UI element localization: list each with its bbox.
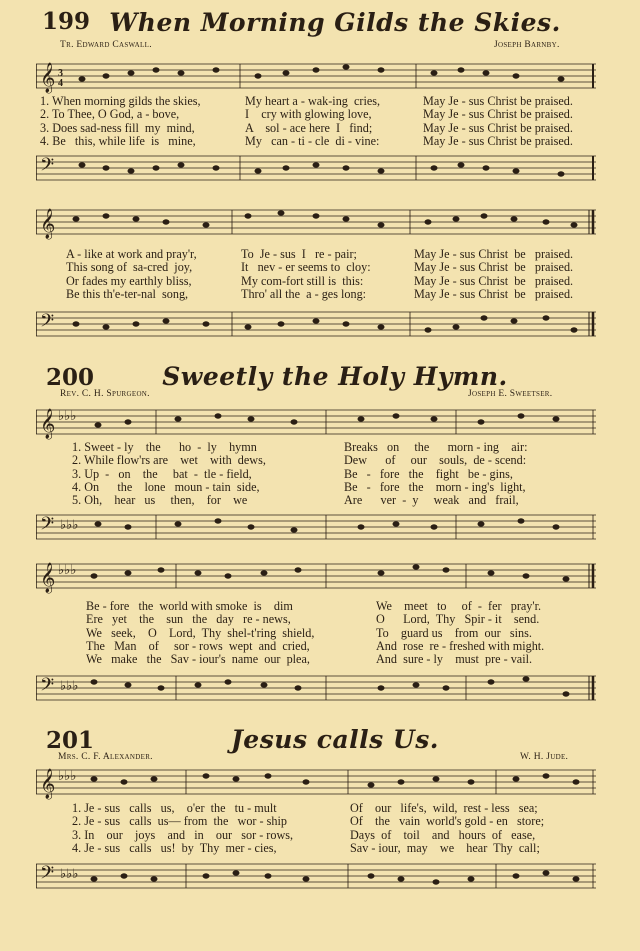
lyric-text: 1. Sweet - ly the ho - ly hymn bbox=[72, 440, 257, 454]
bass-staff bbox=[36, 150, 600, 186]
lyric-line bbox=[66, 275, 600, 288]
lyric-text: We make the Sav - iour's name our plea, bbox=[86, 652, 310, 667]
lyric-line bbox=[40, 122, 600, 135]
lyric-line bbox=[72, 494, 600, 507]
hymn-title: Jesus calls Us. bbox=[230, 725, 440, 754]
lyric-line bbox=[86, 653, 600, 666]
lyric-line bbox=[66, 288, 600, 301]
svg-text:𝄢: 𝄢 bbox=[40, 310, 55, 335]
lyric-text: The Man of sor - rows wept and cried, bbox=[86, 638, 310, 653]
svg-text:♭♭♭: ♭♭♭ bbox=[58, 768, 77, 783]
bass-staff bbox=[36, 858, 600, 894]
svg-text:♭♭♭: ♭♭♭ bbox=[60, 866, 79, 881]
lyric-text: 2. While flow'rs are wet with dews, bbox=[72, 453, 266, 468]
hymn-composer: W. H. Jude. bbox=[520, 752, 569, 762]
lyric-line bbox=[86, 600, 600, 613]
lyric-text: 4. Je - sus calls us! by Thy mer - cies, bbox=[72, 840, 277, 855]
lyric-line bbox=[72, 441, 600, 454]
lyric-text: Sav - iour, may we hear Thy call; bbox=[350, 840, 540, 855]
treble-staff bbox=[36, 204, 600, 240]
lyric-text: A sol - ace here I find; bbox=[245, 120, 373, 135]
svg-text:𝄢: 𝄢 bbox=[40, 154, 55, 179]
bass-staff bbox=[36, 306, 600, 342]
lyric-text: 3. In our joys and in our sor - rows, bbox=[72, 827, 294, 842]
stanza-block bbox=[86, 600, 600, 666]
lyric-text: Be - fore the morn - ing's light, bbox=[344, 479, 526, 494]
lyric-text: We meet to of - fer pray'r. bbox=[376, 599, 542, 613]
lyric-text: 3. Does sad-ness fill my mind, bbox=[40, 120, 195, 135]
svg-text:𝄢: 𝄢 bbox=[40, 862, 55, 887]
svg-text:♭♭♭: ♭♭♭ bbox=[60, 517, 79, 532]
lyric-text: 4. On the lone moun - tain side, bbox=[72, 479, 260, 494]
lyric-text: We seek, O Lord, Thy shel-t'ring shield, bbox=[86, 625, 315, 640]
lyric-text: Ere yet the sun the day re - news, bbox=[86, 612, 291, 627]
hymn-author: Mrs. C. F. Alexander. bbox=[58, 752, 153, 762]
svg-text:𝄞: 𝄞 bbox=[40, 209, 56, 238]
lyric-text: My heart a - wak-ing cries, bbox=[245, 94, 381, 108]
stanza-block bbox=[72, 802, 600, 855]
lyric-text: My can - ti - cle di - vine: bbox=[245, 133, 380, 148]
lyric-text: And sure - ly must pre - vail. bbox=[376, 652, 533, 667]
lyric-text: 3. Up - on the bat - tle - field, bbox=[72, 466, 252, 481]
lyric-line bbox=[72, 481, 600, 494]
lyric-line bbox=[72, 454, 600, 467]
lyric-text: Dew of our souls, de - scend: bbox=[344, 453, 527, 468]
lyric-text: Of our life's, wild, rest - less sea; bbox=[350, 801, 538, 815]
svg-text:3: 3 bbox=[58, 68, 63, 79]
bass-staff bbox=[36, 509, 600, 545]
lyric-line bbox=[86, 640, 600, 653]
lyric-text: 1. Je - sus calls us, o'er the tu - mult bbox=[72, 801, 277, 815]
lyric-text: And rose re - freshed with might. bbox=[376, 638, 545, 653]
lyric-text: To guard us from our sins. bbox=[376, 625, 532, 640]
hymn-number: 200 bbox=[46, 364, 95, 391]
svg-text:4: 4 bbox=[58, 78, 63, 89]
lyric-text: 5. Oh, hear us then, for we bbox=[72, 493, 248, 508]
svg-text:𝄢: 𝄢 bbox=[40, 674, 55, 699]
lyric-text: 4. Be this, while life is mine, bbox=[40, 133, 196, 148]
lyric-text: 1. When morning gilds the skies, bbox=[40, 94, 201, 108]
lyric-line bbox=[72, 829, 600, 842]
lyric-line bbox=[72, 468, 600, 481]
hymn-composer: Joseph Barnby. bbox=[494, 40, 560, 50]
svg-text:♭♭♭: ♭♭♭ bbox=[58, 562, 77, 577]
lyric-line bbox=[66, 261, 600, 274]
treble-staff bbox=[36, 404, 600, 440]
lyric-line bbox=[72, 815, 600, 828]
lyric-line bbox=[72, 802, 600, 815]
lyric-text: 2. Je - sus calls us— from the wor - ship bbox=[72, 814, 287, 829]
stanza-block bbox=[72, 441, 600, 507]
lyric-text: Be - fore the world with smoke is dim bbox=[86, 599, 293, 613]
lyric-text: May Je - sus Christ be praised. bbox=[414, 273, 574, 288]
lyric-line bbox=[86, 613, 600, 626]
treble-staff bbox=[36, 764, 600, 800]
lyric-text: I cry with glowing love, bbox=[245, 107, 372, 122]
svg-text:♭♭♭: ♭♭♭ bbox=[60, 678, 79, 693]
hymn-author: Rev. C. H. Spurgeon. bbox=[60, 389, 150, 399]
lyric-text: May Je - sus Christ be praised. bbox=[414, 286, 574, 301]
treble-staff bbox=[36, 558, 600, 594]
lyric-text: It nev - er seems to cloy: bbox=[241, 260, 371, 275]
lyric-line bbox=[40, 108, 600, 121]
stanza-block bbox=[40, 95, 600, 148]
lyric-line bbox=[40, 135, 600, 148]
lyric-text: My com-fort still is this: bbox=[241, 273, 364, 288]
lyric-line bbox=[72, 842, 600, 855]
hymn-author: Tr. Edward Caswall. bbox=[60, 40, 152, 50]
lyric-line bbox=[66, 248, 600, 261]
lyric-text: May Je - sus Christ be praised. bbox=[423, 94, 573, 108]
svg-text:𝄞: 𝄞 bbox=[40, 563, 56, 592]
bass-staff bbox=[36, 670, 600, 706]
lyric-text: This song of sa-cred joy, bbox=[66, 260, 193, 275]
lyric-text: Thro' all the a - ges long: bbox=[241, 286, 367, 301]
lyric-text: 2. To Thee, O God, a - bove, bbox=[40, 107, 180, 122]
stanza-block bbox=[66, 248, 600, 301]
svg-text:𝄞: 𝄞 bbox=[40, 409, 56, 438]
hymn-number: 199 bbox=[42, 8, 91, 35]
lyric-text: May Je - sus Christ be praised. bbox=[414, 247, 574, 261]
lyric-text: O Lord, Thy Spir - it send. bbox=[376, 612, 540, 627]
lyric-line bbox=[86, 627, 600, 640]
lyric-text: May Je - sus Christ be praised. bbox=[423, 120, 573, 135]
lyric-text: A - like at work and pray'r, bbox=[66, 247, 197, 261]
svg-text:𝄢: 𝄢 bbox=[40, 513, 55, 538]
lyric-text: To Je - sus I re - pair; bbox=[241, 247, 357, 261]
lyric-text: Breaks on the morn - ing air: bbox=[344, 440, 528, 454]
lyric-text: May Je - sus Christ be praised. bbox=[423, 107, 573, 122]
svg-text:𝄞: 𝄞 bbox=[40, 769, 56, 798]
svg-text:♭♭♭: ♭♭♭ bbox=[58, 408, 77, 423]
lyric-text: Be this th'e-ter-nal song, bbox=[66, 286, 189, 301]
lyric-text: May Je - sus Christ be praised. bbox=[414, 260, 574, 275]
lyric-line bbox=[40, 95, 600, 108]
lyric-text: Are ver - y weak and frail, bbox=[344, 493, 519, 508]
lyric-text: Or fades my earthly bliss, bbox=[66, 273, 192, 288]
hymn-title: Sweetly the Holy Hymn. bbox=[162, 362, 508, 391]
hymn-composer: Joseph E. Sweetser. bbox=[468, 389, 553, 399]
lyric-text: May Je - sus Christ be praised. bbox=[423, 133, 573, 148]
lyric-text: Days of toil and hours of ease, bbox=[350, 827, 536, 842]
lyric-text: Be - fore the fight be - gins, bbox=[344, 466, 513, 481]
hymn-number: 201 bbox=[46, 727, 95, 754]
treble-staff bbox=[36, 58, 600, 94]
svg-text:𝄞: 𝄞 bbox=[40, 63, 56, 92]
lyric-text: Of the vain world's gold - en store; bbox=[350, 814, 545, 829]
hymn-title: When Morning Gilds the Skies. bbox=[109, 8, 561, 37]
